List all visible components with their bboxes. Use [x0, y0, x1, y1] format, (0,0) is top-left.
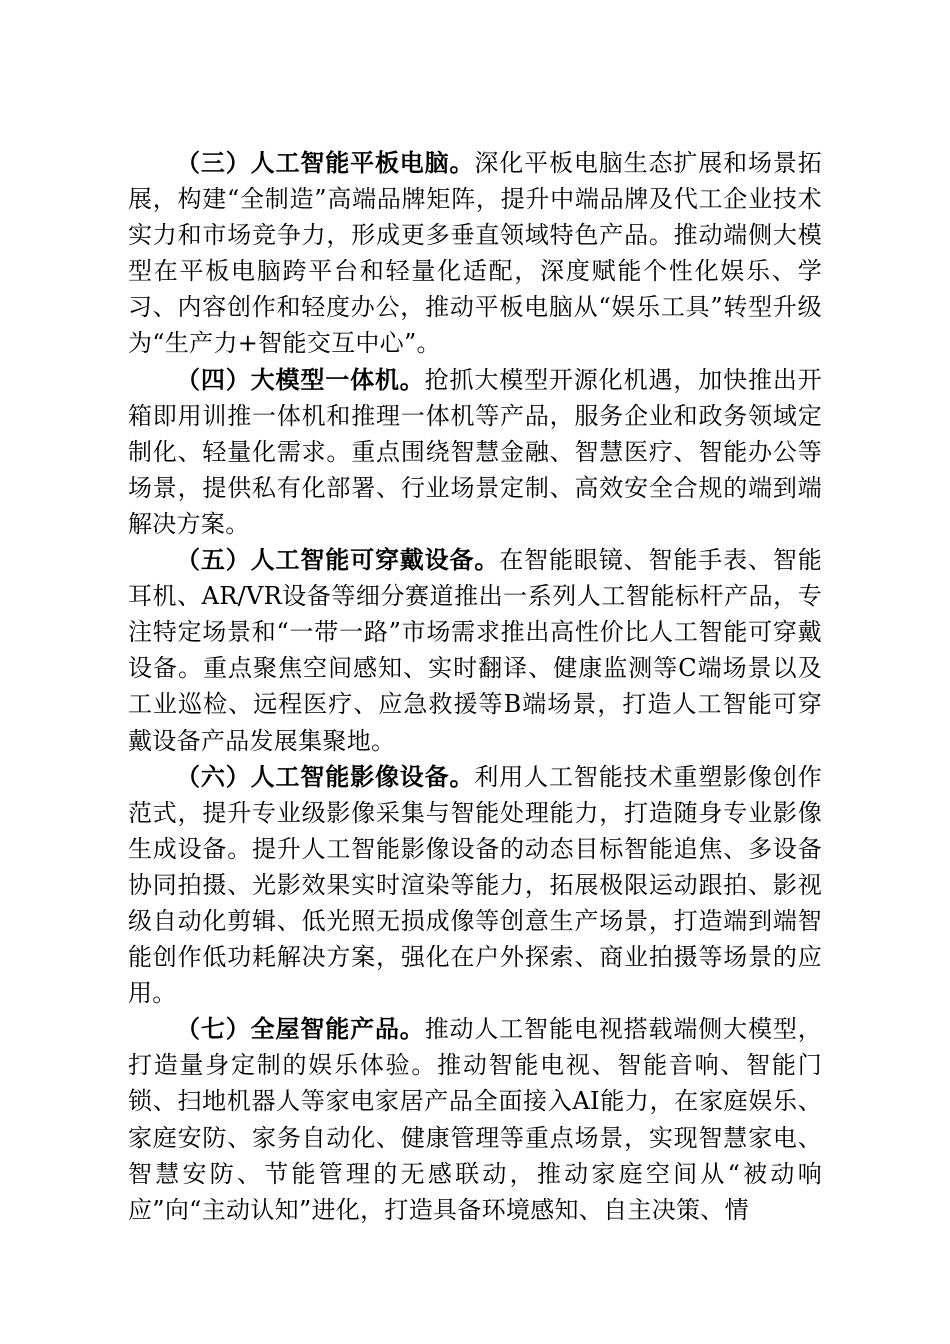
- heading-smart-home: （七）全屋智能产品。: [176, 1014, 425, 1044]
- paragraph-smart-home: [128, 1011, 822, 1228]
- body-all-in-one: 抢抓大模型开源化机遇，加快推出开箱即用训推一体机和推理一体机等产品，服务企业和政务领域定制化、轻量化需求。重点围绕智慧金融、智慧医疗、智能办公等场景，提供私有化部署、行业场景定制、高效安全合规的端到端解决方案。: [128, 365, 822, 538]
- document-page: [128, 145, 822, 1228]
- body-tablet: 深化平板电脑生态扩展和场景拓展，构建“全制造”高端品牌矩阵，提升中端品牌及代工企业技术实力和市场竞争力，形成更多垂直领域特色产品。推动端侧大模型在平板电脑跨平台和轻量化适配，深度赋能个性化娱乐、学习、内容创作和轻度办公，推动平板电脑从“娱乐工具”转型升级为“生产力+智能交互中心”。: [128, 149, 822, 358]
- heading-wearables: （五）人工智能可穿戴设备。: [176, 545, 500, 575]
- body-wearables: 在智能眼镜、智能手表、智能耳机、AR/VR设备等细分赛道推出一系列人工智能标杆产品，专注特定场景和“一带一路”市场需求推出高性价比人工智能可穿戴设备。重点聚焦空间感知、实时翻译、健康监测等C端场景以及工业巡检、远程医疗、应急救援等B端场景，打造人工智能可穿戴设备产品发展集聚地。: [128, 546, 822, 755]
- heading-imaging: （六）人工智能影像设备。: [176, 761, 475, 791]
- heading-tablet: （三）人工智能平板电脑。: [176, 148, 475, 177]
- paragraph-wearables: [128, 542, 822, 759]
- body-smart-home: 推动人工智能电视搭载端侧大模型，打造量身定制的娱乐体验。推动智能电视、智能音响、智能门锁、扫地机器人等家电家居产品全面接入AI能力，在家庭娱乐、家庭安防、家务自动化、健康管理等重点场景，实现智慧家电、智慧安防、节能管理的无感联动，推动家庭空间从“被动响应”向“主动认知”进化，打造具备环境感知、自主决策、情: [128, 1015, 822, 1224]
- paragraph-all-in-one: [128, 362, 822, 542]
- paragraph-imaging: [128, 759, 822, 1012]
- body-imaging: 利用人工智能技术重塑影像创作范式，提升专业级影像采集与智能处理能力，打造随身专业影像生成设备。提升人工智能影像设备的动态目标智能追焦、多设备协同拍摄、光影效果实时渲染等能力，拓展极限运动跟拍、影视级自动化剪辑、低光照无损成像等创意生产场景，打造端到端智能创作低功耗解决方案，强化在户外探索、商业拍摄等场景的应用。: [128, 762, 822, 1008]
- paragraph-tablet: [128, 145, 822, 362]
- heading-all-in-one: （四）大模型一体机。: [176, 364, 425, 394]
